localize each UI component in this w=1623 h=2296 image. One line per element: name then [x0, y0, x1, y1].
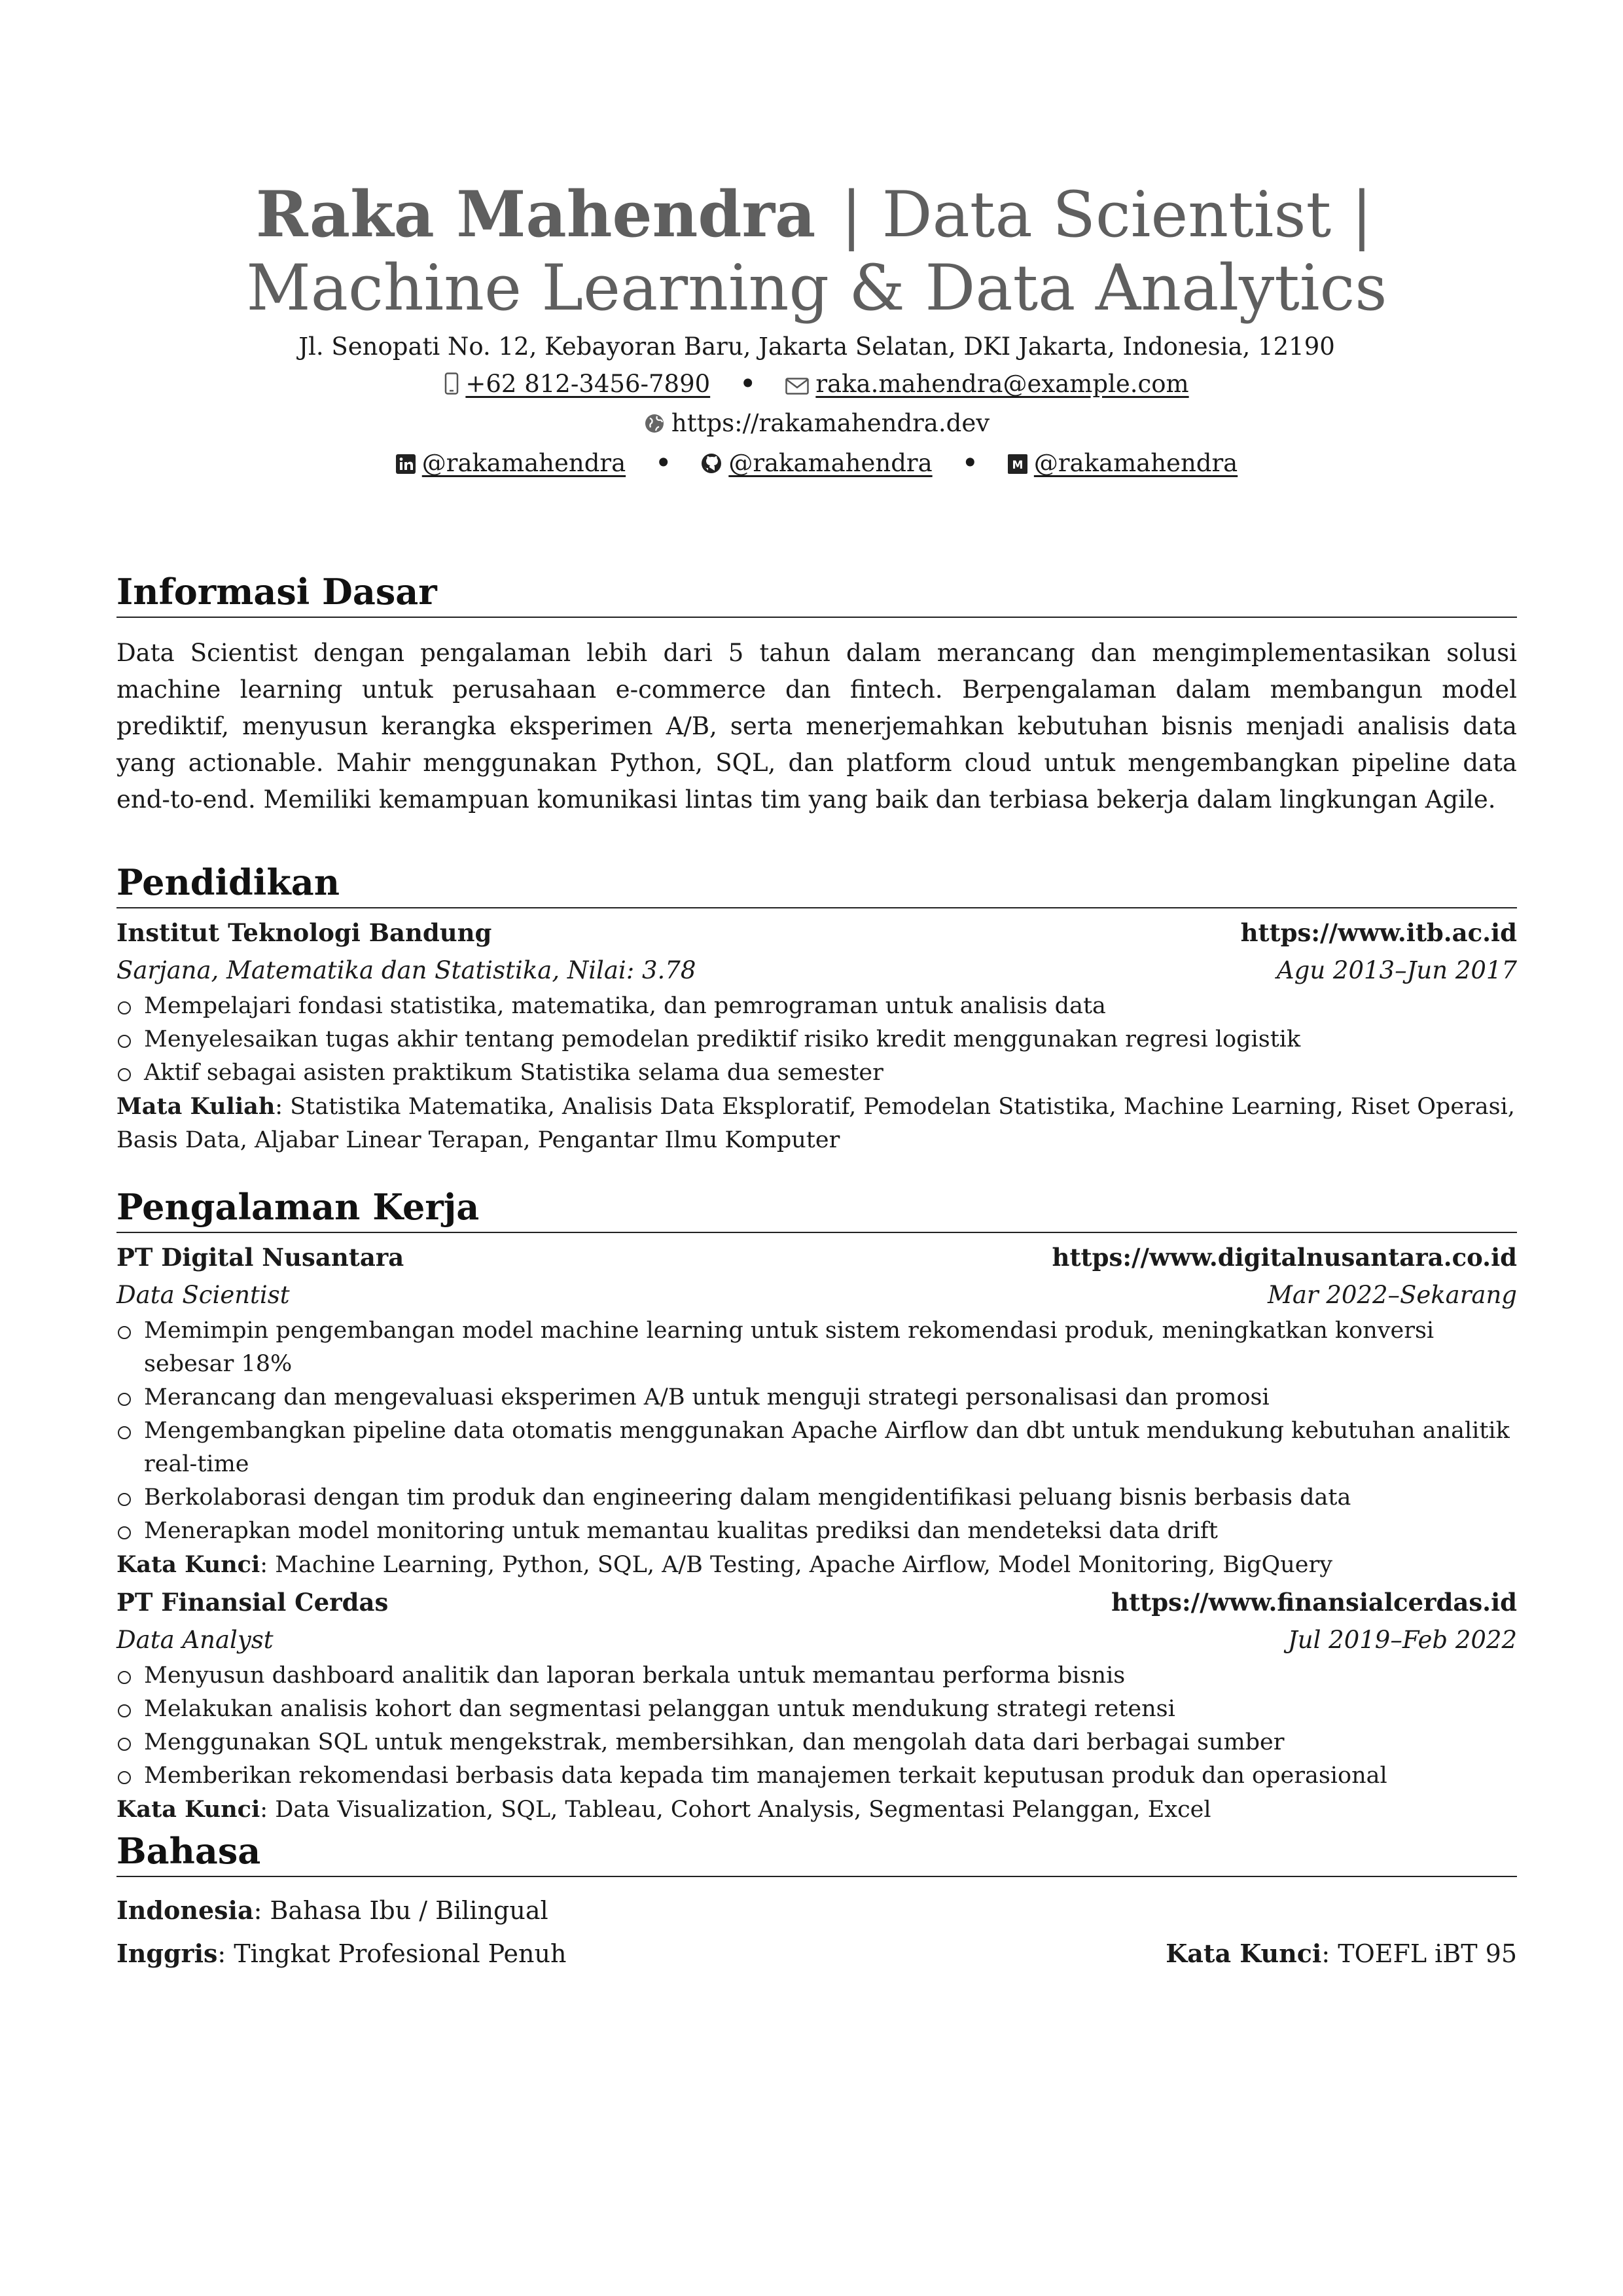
- list-item: Menggunakan SQL untuk mengekstrak, membersihkan, dan mengolah data dari berbagai sumber: [116, 1726, 1517, 1759]
- list-item: Mempelajari fondasi statistika, matematika, dan pemrograman untuk analisis data: [116, 990, 1517, 1023]
- contact-row-3: [116, 444, 1517, 484]
- section-title: Pendidikan: [116, 861, 340, 903]
- keywords-label: Kata Kunci: [116, 1796, 260, 1823]
- linkedin-icon: [396, 448, 416, 484]
- list-item: Menerapkan model monitoring untuk memantau kualitas prediksi dan mendeteksi data drift: [116, 1515, 1517, 1548]
- separator-dot: •: [655, 448, 671, 477]
- linkedin-link[interactable]: @rakamahendra: [421, 449, 626, 477]
- language-level: Bahasa Ibu / Bilingual: [270, 1896, 548, 1925]
- list-item: Menyelesaikan tugas akhir tentang pemodelan prediktif risiko kredit menggunakan regresi logistik: [116, 1023, 1517, 1056]
- degree: Sarjana, Matematika dan Statistika, Nilai: 3.78: [116, 956, 696, 984]
- mail-icon: [785, 368, 809, 405]
- section-title: Pengalaman Kerja: [116, 1186, 480, 1228]
- job-role-row: [116, 1621, 1517, 1659]
- section-divider: [116, 1876, 1517, 1877]
- job-bullets: [116, 1314, 1517, 1548]
- language-row: Indonesia: Bahasa Ibu / Bilingual: [116, 1895, 548, 1925]
- name-title-line: [116, 178, 1517, 251]
- section-divider: [116, 617, 1517, 618]
- summary-section: [116, 571, 1517, 818]
- language-name: Inggris: [116, 1939, 218, 1968]
- globe-icon: [644, 408, 665, 444]
- contact-row-1: [116, 365, 1517, 405]
- medium-link[interactable]: @rakamahendra: [1033, 449, 1238, 477]
- institution-name: Institut Teknologi Bandung: [116, 918, 492, 947]
- institution-url[interactable]: https://www.itb.ac.id: [1240, 918, 1517, 947]
- summary-text: Data Scientist dengan pengalaman lebih dari 5 tahun dalam merancang dan mengimplementasikan solusi machine learning untuk perusahaan e-commerce dan fintech. Berpengalaman dalam membangun model prediktif, menyusun kerangka eksperimen A/B, serta menerjemahkan kebutuhan bisnis menjadi analisis data yang actionable. Mahir menggunakan Python, SQL, dan platform cloud untuk mengembangkan pipeline data end-to-end. Memiliki kemampuan komunikasi lintas tim yang baik dan terbiasa bekerja dalam lingkungan Agile.: [116, 639, 1517, 814]
- language-keywords: TOEFL iBT 95: [1338, 1939, 1517, 1968]
- job-header-row: [116, 1238, 1517, 1276]
- language-row: Inggris: Tingkat Profesional Penuh Kata Kunci: TOEFL iBT 95: [116, 1939, 1517, 1968]
- education-degree-row: [116, 952, 1517, 990]
- contact-row-2: [116, 405, 1517, 444]
- github-link[interactable]: @rakamahendra: [728, 449, 933, 477]
- keywords-label: Kata Kunci: [116, 1551, 260, 1578]
- languages-section: [116, 1830, 1517, 1975]
- keywords-list: Machine Learning, Python, SQL, A/B Testing, Apache Airflow, Model Monitoring, BigQuery: [275, 1552, 1332, 1578]
- headline-part-1: | Data Scientist |: [840, 178, 1373, 251]
- list-item: Aktif sebagai asisten praktikum Statistika selama dua semester: [116, 1056, 1517, 1090]
- job-role: Data Analyst: [116, 1626, 274, 1654]
- company-url[interactable]: https://www.digitalnusantara.co.id: [1052, 1243, 1517, 1272]
- candidate-name: Raka Mahendra: [255, 177, 816, 251]
- courses-list: Statistika Matematika, Analisis Data Eksploratif, Pemodelan Statistika, Machine Learning, Riset Operasi, Basis Data, Aljabar Linear Terapan, Pengantar Ilmu Komputer: [116, 1094, 1515, 1153]
- separator-dot: •: [740, 369, 756, 398]
- phone-icon: [444, 368, 459, 405]
- job-header-row: [116, 1583, 1517, 1621]
- website-link[interactable]: https://rakamahendra.dev: [671, 409, 990, 437]
- address: Jl. Senopati No. 12, Kebayoran Baru, Jakarta Selatan, DKI Jakarta, Indonesia, 12190: [298, 332, 1335, 361]
- job-entry: [116, 1238, 1517, 1582]
- courses-label: Mata Kuliah: [116, 1093, 276, 1120]
- education-dates: Agu 2013–Jun 2017: [1276, 956, 1517, 984]
- list-item: Melakukan analisis kohort dan segmentasi pelanggan untuk mendukung strategi retensi: [116, 1693, 1517, 1726]
- language-keywords-label: Kata Kunci: [1166, 1939, 1322, 1968]
- github-icon: [701, 448, 722, 484]
- separator-dot: •: [962, 448, 978, 477]
- job-role: Data Scientist: [116, 1281, 290, 1309]
- phone-link[interactable]: +62 812-3456-7890: [465, 370, 711, 398]
- education-section: [116, 861, 1517, 1157]
- keywords-line: Kata Kunci: Data Visualization, SQL, Tableau, Cohort Analysis, Segmentasi Pelanggan, Excel: [116, 1796, 1211, 1823]
- svg-text:M: M: [1012, 459, 1024, 472]
- list-item: Mengembangkan pipeline data otomatis menggunakan Apache Airflow dan dbt untuk mendukung kebutuhan analitik real-time: [116, 1414, 1517, 1481]
- experience-section: [116, 1186, 1517, 1827]
- education-header-row: [116, 914, 1517, 952]
- keywords-line: Kata Kunci: Machine Learning, Python, SQL, A/B Testing, Apache Airflow, Model Monitoring, BigQuery: [116, 1551, 1332, 1578]
- company-url[interactable]: https://www.finansialcerdas.id: [1111, 1588, 1517, 1617]
- list-item: Memberikan rekomendasi berbasis data kepada tim manajemen terkait keputusan produk dan operasional: [116, 1759, 1517, 1793]
- job-dates: Mar 2022–Sekarang: [1267, 1281, 1517, 1309]
- list-item: Memimpin pengembangan model machine learning untuk sistem rekomendasi produk, meningkatkan konversi sebesar 18%: [116, 1314, 1517, 1381]
- resume-header: [116, 178, 1517, 484]
- medium-icon: [1008, 448, 1027, 484]
- company-name: PT Digital Nusantara: [116, 1243, 404, 1272]
- section-divider: [116, 907, 1517, 908]
- language-name: Indonesia: [116, 1895, 254, 1925]
- list-item: Merancang dan mengevaluasi eksperimen A/B untuk menguji strategi personalisasi dan promosi: [116, 1381, 1517, 1414]
- section-title: Informasi Dasar: [116, 571, 437, 613]
- section-divider: [116, 1232, 1517, 1233]
- keywords-list: Data Visualization, SQL, Tableau, Cohort Analysis, Segmentasi Pelanggan, Excel: [275, 1797, 1211, 1823]
- email-link[interactable]: raka.mahendra@example.com: [815, 370, 1189, 398]
- job-bullets: [116, 1659, 1517, 1793]
- headline-part-2: Machine Learning & Data Analytics: [246, 251, 1387, 325]
- list-item: Berkolaborasi dengan tim produk dan engineering dalam mengidentifikasi peluang bisnis berbasis data: [116, 1481, 1517, 1515]
- language-level: Tingkat Profesional Penuh: [234, 1939, 567, 1968]
- job-dates: Jul 2019–Feb 2022: [1287, 1626, 1517, 1654]
- job-role-row: [116, 1276, 1517, 1314]
- company-name: PT Finansial Cerdas: [116, 1588, 389, 1617]
- education-bullets: [116, 990, 1517, 1090]
- job-entry: [116, 1583, 1517, 1827]
- section-title: Bahasa: [116, 1830, 261, 1872]
- courses-line: Mata Kuliah: Statistika Matematika, Analisis Data Eksploratif, Pemodelan Statistika, Machine Learning, Riset Operasi, Basis Data, Aljabar Linear Terapan, Pengantar Ilmu Komputer: [116, 1093, 1515, 1153]
- list-item: Menyusun dashboard analitik dan laporan berkala untuk memantau performa bisnis: [116, 1659, 1517, 1693]
